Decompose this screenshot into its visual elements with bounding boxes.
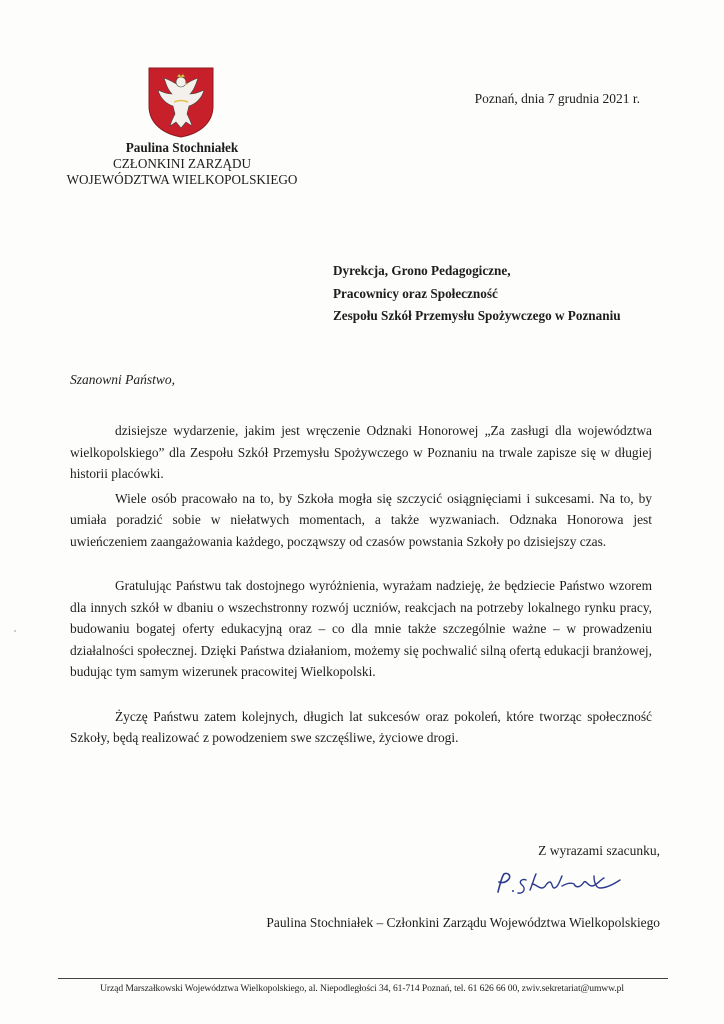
sender-title-line2: WOJEWÓDZTWA WIELKOPOLSKIEGO [66,171,298,187]
scan-speck [14,630,16,632]
sender-name: Paulina Stochniałek [125,140,239,155]
recipient-line1: Dyrekcja, Grono Pedagogiczne, [333,263,511,278]
body-paragraph-3: Gratulując Państwu tak dostojnego wyróżnienia, wyrażam nadzieję, że będziecie Państwo wzorem dla innych szkół w dbaniu o wszechstronny rozwój uczniów, reakcjach na potrzeby lokalnego rynku pracy, budowaniu bogatej oferty edukacyjną oraz – co dla mnie także szczególnie ważne – w prowadzeniu działalności społecznej. Dzięki Państwa działaniom, możemy się pochwalić silną ofertą edukacji branżowej, budując tym samym wizerunek pracowitej Wielkopolski. [70,578,652,679]
sender-title-line1: CZŁONKINI ZARZĄDU [112,155,252,171]
body-paragraph-4: Życzę Państwu zatem kolejnych, długich lat sukcesów oraz pokoleń, które tworząc społeczność Szkoły, będą realizować z powodzeniem swe szczęśliwe, życiowe drogi. [70,708,652,745]
recipient-block [333,260,663,328]
sender-block [60,140,304,187]
body-paragraph-2: Wiele osób pracowało na to, by Szkoła mogła się szczycić osiągnięciami i sukcesami. Na to, by umiała poradzić sobie w niełatwych momentach, a także wyzwaniach. Odznaka Honorowa jest uwieńczeniem zaangażowania każdego, począwszy od czasów powstania Szkoły po dzisiejszy czas. [70,490,652,549]
recipient-line3: Zespołu Szkół Przemysłu Spożywczego w Poznaniu [333,308,621,323]
footer-address: Urząd Marszałkowski Województwa Wielkopolskiego, al. Niepodległości 34, 61-714 Poznań, tel. 61 626 66 00, zwiv.sekretariat@umww.pl [100,983,624,994]
salutation: Szanowni Państwo, [70,372,176,387]
letter-date: Poznań, dnia 7 grudnia 2021 r. [474,91,640,106]
handwritten-signature-icon [490,866,630,900]
letter-body [70,420,652,749]
recipient-line2: Pracownicy oraz Społeczność [333,285,498,301]
signer-line: Paulina Stochniałek – Członkini Zarządu Województwa Wielkopolskiego [266,915,660,930]
footer-divider [58,978,668,979]
closing: Z wyrazami szacunku, [538,843,660,858]
body-paragraph-1: dzisiejsze wydarzenie, jakim jest wręczenie Odznaki Honorowej „Za zasługi dla województwa wielkopolskiego” dla Zespołu Szkół Przemysłu Spożywczego w Poznaniu na trwale zapisze się w długiej historii placówki. [70,423,652,481]
wielkopolska-eagle-crest-icon [146,66,216,138]
